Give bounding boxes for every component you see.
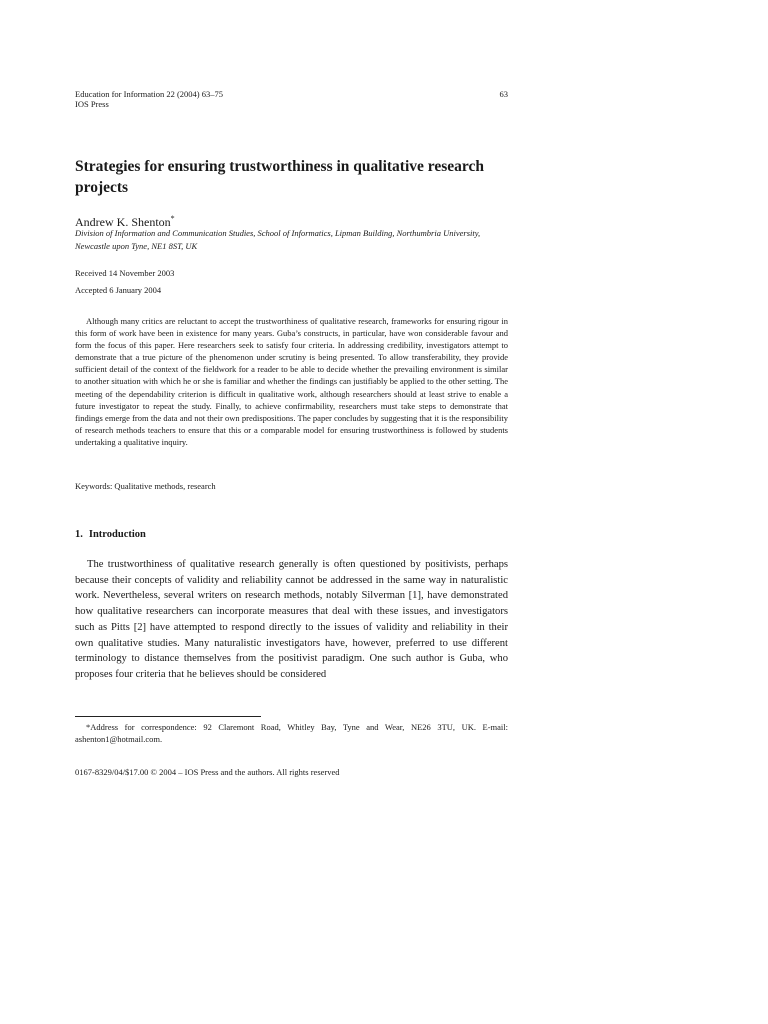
publisher-name: IOS Press bbox=[75, 99, 109, 109]
author-affiliation: Division of Information and Communication Studies, School of Informatics, Lipman Building, Northumbria University, Newcastle upon Tyne, NE1 8ST, UK bbox=[75, 228, 481, 251]
received-date: Received 14 November 2003 bbox=[75, 268, 175, 278]
section-heading bbox=[75, 528, 146, 541]
copyright-line: 0167-8329/04/$17.00 © 2004 – IOS Press and the authors. All rights reserved bbox=[75, 767, 340, 777]
running-header bbox=[75, 89, 223, 109]
keywords: Keywords: Qualitative methods, research bbox=[75, 481, 216, 491]
section-title: Introduction bbox=[88, 529, 146, 540]
journal-citation: Education for Information 22 (2004) 63–75 bbox=[75, 89, 224, 99]
footnote-rule bbox=[75, 716, 261, 717]
paper-page bbox=[75, 0, 508, 1024]
section-number: 1. bbox=[75, 529, 83, 540]
author-footnote-mark: * bbox=[170, 214, 175, 223]
article-title: Strategies for ensuring trustworthiness in qualitative research projects bbox=[75, 158, 485, 196]
accepted-date: Accepted 6 January 2004 bbox=[75, 285, 162, 295]
footnote: *Address for correspondence: 92 Claremont Road, Whitley Bay, Tyne and Wear, NE26 3TU, UK. E-mail: ashenton1@hotmail.com. bbox=[75, 722, 508, 744]
introduction-paragraph: The trustworthiness of qualitative research generally is often questioned by positivists, perhaps because their concepts of validity and reliability cannot be addressed in the same way in naturalistic work. Nevertheless, several writers on research methods, notably Silverman [1], have demonstrated how qualitative researchers can incorporate measures that deal with these issues, and investigators such as Pitts [2] have attempted to respond directly to the issues of validity and reliability in their own qualitative studies. Many naturalistic investigators have, however, preferred to use different terminology to distance themselves from the positivist paradigm. One such author is Guba, who proposes four criteria that he believes should be considered bbox=[75, 559, 508, 680]
abstract: Although many critics are reluctant to accept the trustworthiness of qualitative research, frameworks for ensuring rigour in this form of work have been in existence for many years. Guba’s constructs, in particular, have won considerable favour and form the focus of this paper. Here researchers seek to satisfy four criteria. In addressing credibility, investigators attempt to demonstrate that a true picture of the phenomenon under scrutiny is being presented. To allow transferability, they provide sufficient detail of the context of the fieldwork for a reader to be able to decide whether the prevailing environment is similar to another situation with which he or she is familiar and whether the findings can justifiably be applied to the other setting. The meeting of the dependability criterion is difficult in qualitative work, although researchers should at least strive to enable a future investigator to repeat the study. Finally, to achieve confirmability, researchers must take steps to demonstrate that findings emerge from the data and not their own predispositions. The paper concludes by suggesting that it is the responsibility of research methods teachers to ensure that this or a comparable model for ensuring trustworthiness is followed by students undertaking a qualitative inquiry. bbox=[75, 316, 508, 447]
page-number: 63 bbox=[499, 89, 508, 99]
author-name-text: Andrew K. Shenton bbox=[75, 215, 171, 229]
